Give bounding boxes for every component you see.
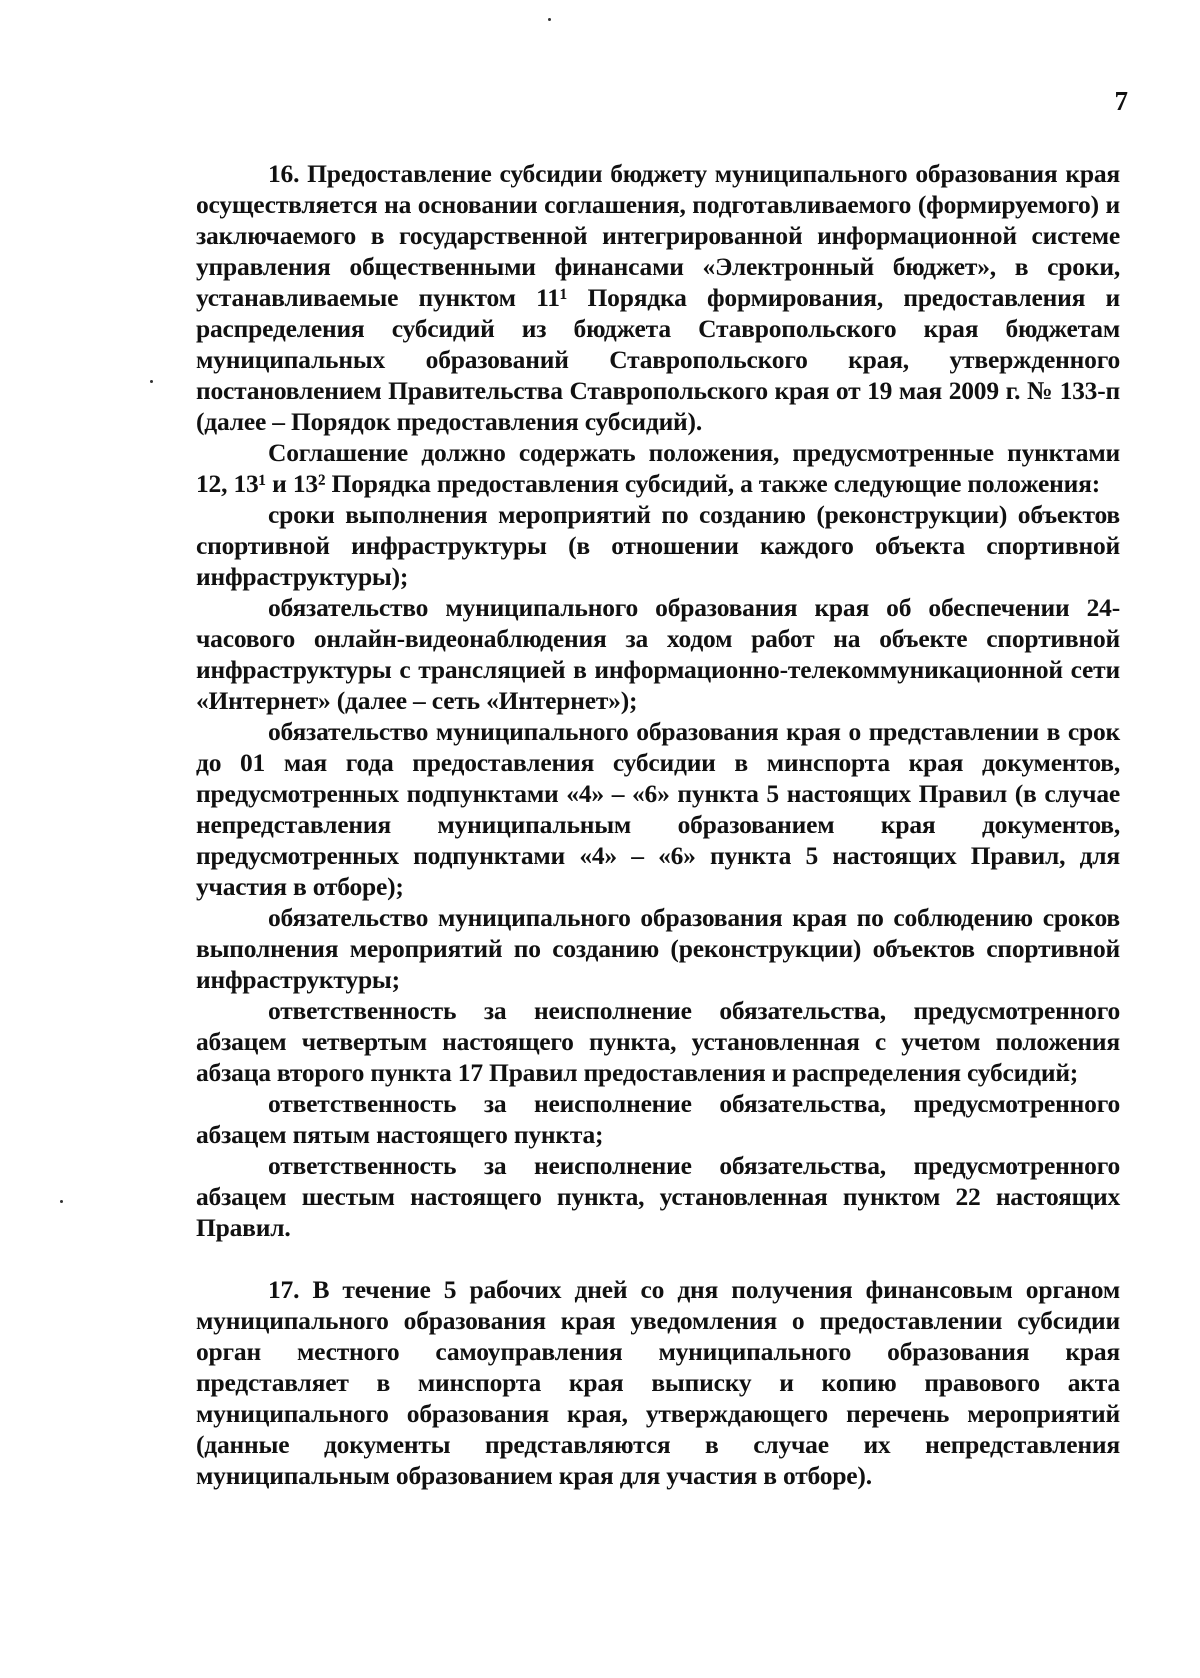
scan-speck: [548, 18, 551, 21]
page-number: 7: [1114, 86, 1128, 116]
scan-speck: [60, 1200, 63, 1203]
paragraph-17: 17. В течение 5 рабочих дней со дня получения финансовым органом муниципального образования края уведомления о предоставлении субсидии орган местного самоуправления муниципального образования края представляет в минспорта края выписку и копию правового акта муниципального образования края, утверждающего перечень мероприятий (данные документы представляются в случае их непредставления муниципальным образованием края для участия в отборе).: [196, 1275, 1120, 1490]
scan-speck: [150, 380, 153, 383]
paragraph-deadline-compliance: обязательство муниципального образования края по соблюдению сроков выполнения мероприятий по созданию (реконструкции) объектов спортивной инфраструктуры;: [196, 903, 1120, 994]
paragraph-deadlines: сроки выполнения мероприятий по созданию (реконструкции) объектов спортивной инфраструктуры (в отношении каждого объекта спортивной инфраструктуры);: [196, 500, 1120, 591]
paragraph-video-surveillance: обязательство муниципального образования края об обеспечении 24-часового онлайн-видеонаблюдения за ходом работ на объекте спортивной инфраструктуры с трансляцией в информационно-телекоммуникационной сети «Интернет» (далее – сеть «Интернет»);: [196, 593, 1120, 715]
paragraph-documents-submission: обязательство муниципального образования края о представлении в срок до 01 мая года предоставления субсидии в минспорта края документов, предусмотренных подпунктами «4» – «6» пункта 5 настоящих Правил (в случае непредставления муниципальным образованием края документов, предусмотренных подпунктами «4» – «6» пункта 5 настоящих Правил, для участия в отборе);: [196, 717, 1120, 901]
paragraph-agreement-intro: Соглашение должно содержать положения, предусмотренные пунктами 12, 13¹ и 13² Порядка предоставления субсидий, а также следующие положения:: [196, 438, 1120, 498]
paragraph-16: 16. Предоставление субсидии бюджету муниципального образования края осуществляется на основании соглашения, подготавливаемого (формируемого) и заключаемого в государственной интегрированной информационной системе управления общественными финансами «Электронный бюджет», в сроки, устанавливаемые пунктом 11¹ Порядка формирования, предоставления и распределения субсидий из бюджета Ставропольского края бюджетам муниципальных образований Ставропольского края, утвержденного постановлением Правительства Ставропольского края от 19 мая 2009 г. № 133-п (далее – Порядок предоставления субсидий).: [196, 159, 1120, 436]
document-body: [196, 158, 1120, 1491]
paragraph-liability-fifth: ответственность за неисполнение обязательства, предусмотренного абзацем пятым настоящего пункта;: [196, 1089, 1120, 1149]
paragraph-liability-sixth: ответственность за неисполнение обязательства, предусмотренного абзацем шестым настоящего пункта, установленная пунктом 22 настоящих Правил.: [196, 1151, 1120, 1242]
paragraph-liability-fourth: ответственность за неисполнение обязательства, предусмотренного абзацем четвертым настоящего пункта, установленная с учетом положения абзаца второго пункта 17 Правил предоставления и распределения субсидий;: [196, 996, 1120, 1087]
